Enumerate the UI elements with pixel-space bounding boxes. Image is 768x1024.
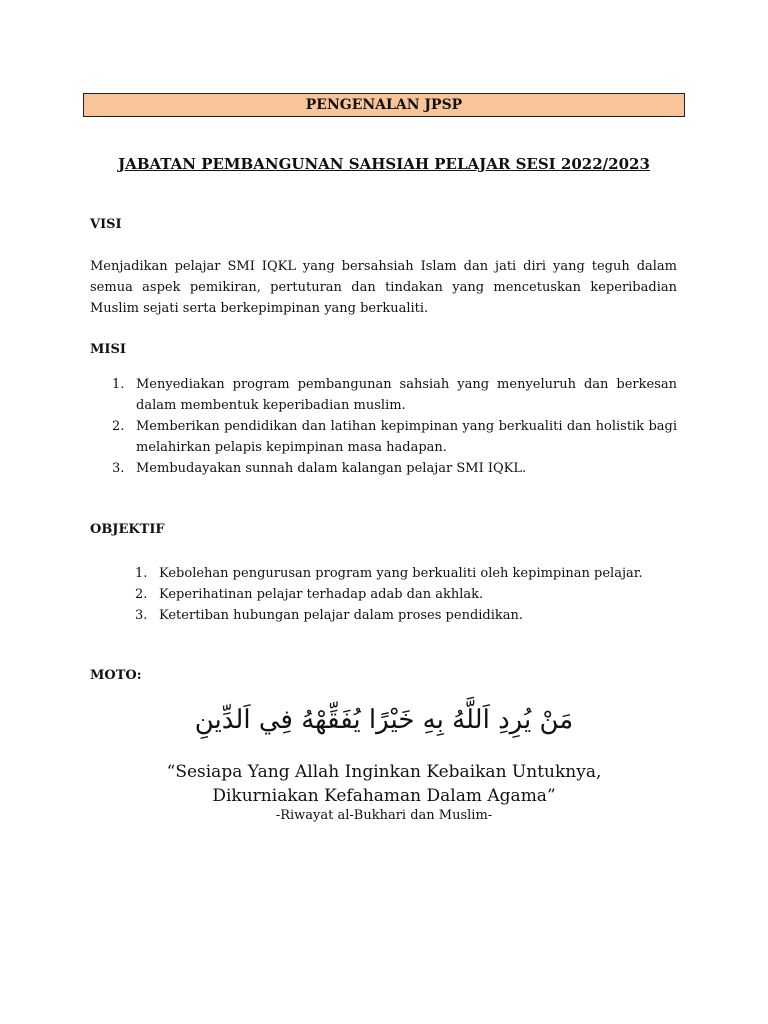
list-item-number: 3. [135,608,148,623]
page-title-box [83,93,685,117]
visi-text: Menjadikan pelajar SMI IQKL yang bersahsiah Islam dan jati diri yang teguh dalam semua aspek pemikiran, pertuturan dan tindakan yang mencetuskan keperibadian Muslim sejati serta berkepimpinan yang berkualiti. [90,259,677,316]
list-item-text: Ketertiban hubungan pelajar dalam proses pendidikan. [159,608,524,623]
list-item [135,563,679,584]
list-item-text: Memberikan pendidikan dan latihan kepimpinan yang berkualiti dan holistik bagi melahirkan pelapis kepimpinan masa hadapan. [136,419,677,455]
objektif-heading: OBJEKTIF [90,522,165,537]
hadith-translation-line-1: “Sesiapa Yang Allah Inginkan Kebaikan Untuknya, [166,762,602,782]
page-title: PENGENALAN JPSP [305,97,463,113]
misi-list [112,374,677,479]
list-item-text: Kebolehan pengurusan program yang berkualiti oleh kepimpinan pelajar. [159,566,643,581]
list-item-number: 1. [112,377,125,392]
department-subtitle: JABATAN PEMBANGUNAN SAHSIAH PELAJAR SESI 2022/2023 [118,155,650,173]
visi-heading: VISI [90,217,122,232]
hadith-source: -Riwayat al-Bukhari dan Muslim- [275,808,493,823]
list-item-number: 3. [112,461,125,476]
hadith-translation-line-2: Dikurniakan Kefahaman Dalam Agama” [212,786,556,806]
hadith-translation [0,760,768,808]
list-item-number: 2. [112,419,125,434]
list-item-number: 2. [135,587,148,602]
misi-heading: MISI [90,342,126,357]
objektif-list [135,563,679,626]
list-item [112,374,677,416]
moto-heading: MOTO: [90,668,142,683]
list-item [112,458,677,479]
arabic-hadith-text: مَنْ يُرِدِ اَللَّهُ بِهِ خَيْرًا يُفَقِّهْهُ فِي اَلدِّينِ [194,705,574,735]
list-item-text: Keperihatinan pelajar terhadap adab dan akhlak. [159,587,484,602]
list-item-number: 1. [135,566,148,581]
list-item-text: Membudayakan sunnah dalam kalangan pelajar SMI IQKL. [136,461,527,476]
list-item [135,584,679,605]
list-item [135,605,679,626]
list-item [112,416,677,458]
list-item-text: Menyediakan program pembangunan sahsiah yang menyeluruh dan berkesan dalam membentuk keperibadian muslim. [136,377,677,413]
